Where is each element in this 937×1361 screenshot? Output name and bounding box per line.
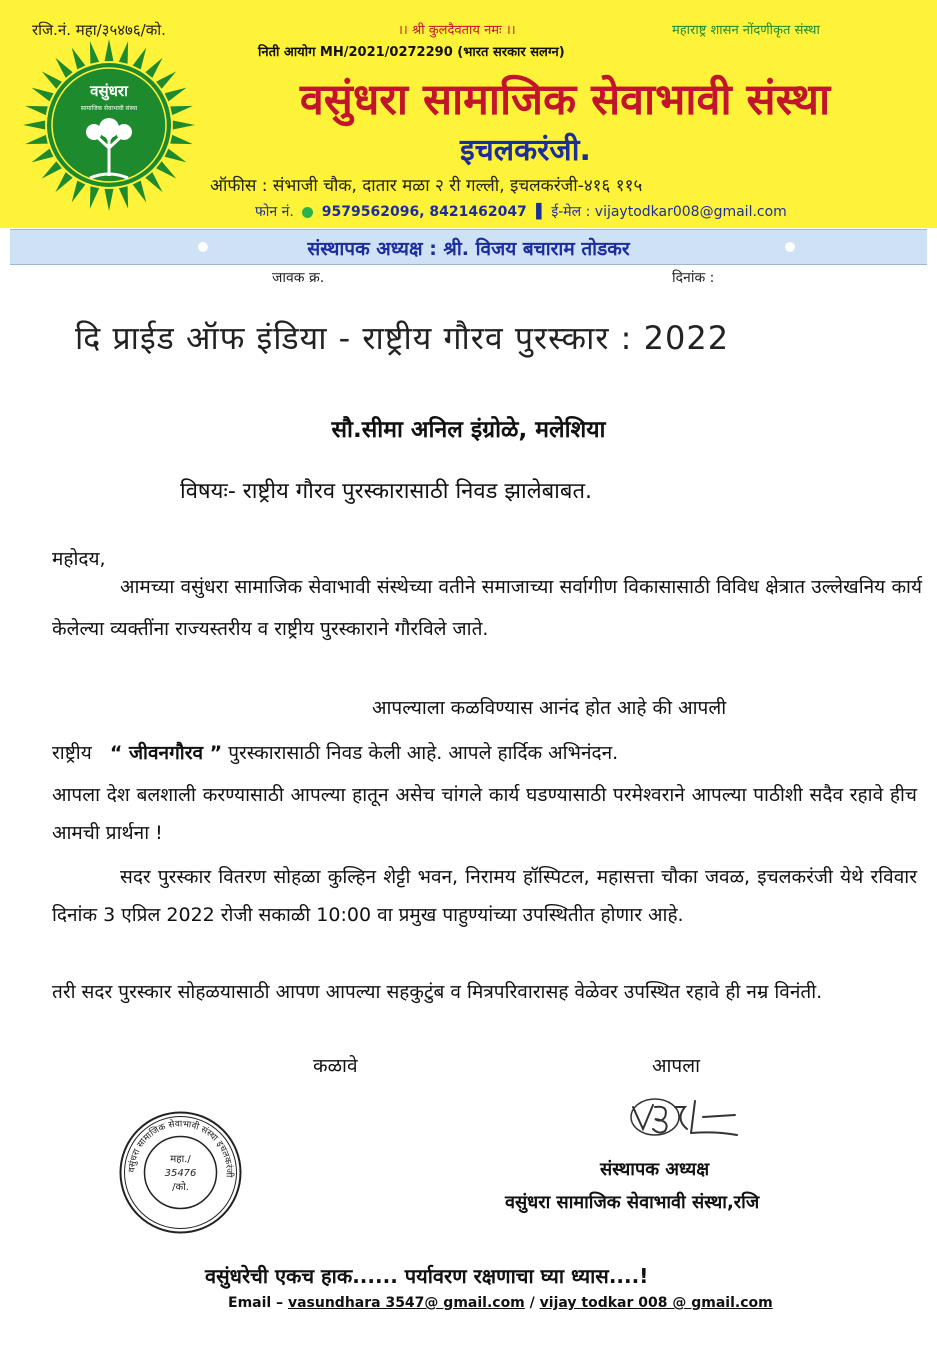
phone-label: फोन नं. xyxy=(255,204,294,220)
signatory-organization: वसुंधरा सामाजिक सेवाभावी संस्था,रजि xyxy=(505,1192,760,1213)
logo-ray xyxy=(170,106,193,115)
footer-email-label: Email – xyxy=(228,1295,284,1311)
recipient-name: सौ.सीमा अनिल इंग्रोळे, मलेशिया xyxy=(331,417,606,443)
paragraph-ceremony: सदर पुरस्कार वितरण सोहळा कुल्हिन शेट्टी भवन, निरामय हॉस्पिटल, महासत्ता चौका जवळ, इचलकरंजी येथे रविवार दिनांक 3 एप्रिल 2022 रोजी सकाळी 10:00 वा प्रमुख पाहुण्यांच्या उपस्थितीत होणार आहे. xyxy=(52,866,917,926)
paragraph-award-line xyxy=(52,732,618,774)
logo-ray xyxy=(165,88,187,102)
logo-subtext: सामाजिक सेवाभावी संस्था xyxy=(80,105,138,112)
logo-ray xyxy=(133,181,147,203)
paragraph-wishes: आपला देश बलशाली करण्यासाठी आपल्या हातून असेच चांगले कार्य घडण्यासाठी परमेश्वराने आपल्या पाठीशी सदैव रहावे हीच आमची प्रार्थना ! xyxy=(52,784,917,844)
logo-ray xyxy=(72,48,86,70)
letterhead xyxy=(0,0,937,228)
logo-ray xyxy=(25,135,48,144)
signatory-title: संस्थापक अध्यक्ष xyxy=(600,1159,710,1180)
closing-kalave: कळावे xyxy=(313,1055,358,1077)
logo-ray xyxy=(170,135,193,144)
header-email[interactable]: vijaytodkar008@gmail.com xyxy=(594,204,787,220)
stamp-line-1: महा./ xyxy=(170,1154,191,1165)
office-address: ऑफीस : संभाजी चौक, दातार मळा २ री गल्ली, इचलकरंजी-४१६ ११५ xyxy=(210,176,643,196)
logo-ray xyxy=(90,186,99,209)
founder-band xyxy=(10,229,927,265)
footer-email-separator: / xyxy=(524,1295,540,1311)
logo-ray xyxy=(72,181,86,203)
logo-ray xyxy=(156,71,176,88)
logo-ray xyxy=(55,172,72,192)
whatsapp-icon xyxy=(302,207,313,218)
organization-name: वसुंधरा सामाजिक सेवाभावी संस्था xyxy=(299,75,831,125)
logo-ray xyxy=(42,161,62,178)
logo-ray xyxy=(32,149,54,163)
logo-ray xyxy=(165,149,187,163)
paragraph-intro: आमच्या वसुंधरा सामाजिक सेवाभावी संस्थेच्या वतीने समाजाच्या सर्वागीण विकासासाठी विविध क्षेत्रात उल्लेखनिय कार्य केलेल्या व्यक्तींना राज्यस्तरीय व राष्ट्रीय पुरस्काराने गौरविले जाते. xyxy=(52,576,922,640)
logo-text: वसुंधरा xyxy=(90,82,128,100)
organization-logo xyxy=(20,36,198,214)
registration-number: रजि.नं. महा/३५४७६/को. xyxy=(32,21,166,39)
signature xyxy=(625,1095,745,1143)
logo-ray xyxy=(145,58,162,78)
footer-slogan: वसुंधरेची एकच हाक...... पर्यावरण रक्षणाचा घ्या ध्यास....! xyxy=(205,1264,649,1288)
founder-name: संस्थापक अध्यक्ष : श्री. विजय बचाराम तोडकर xyxy=(307,238,630,260)
logo-ray xyxy=(105,189,114,211)
logo-ray xyxy=(173,121,195,130)
bullet-dot-right xyxy=(785,242,795,252)
outward-number-label: जावक क्र. xyxy=(272,270,325,286)
logo-ray xyxy=(23,121,45,130)
letter-subject: विषयः- राष्ट्रीय गौरव पुरस्कारासाठी निवड झालेबाबत. xyxy=(180,479,592,504)
organization-stamp xyxy=(118,1110,243,1235)
award-title: दि प्राईड ऑफ इंडिया - राष्ट्रीय गौरव पुरस्कार : 2022 xyxy=(75,319,730,357)
organization-city: इचलकरंजी. xyxy=(460,133,591,168)
stamp-line-2: 35476 xyxy=(164,1168,197,1179)
logo-ray xyxy=(32,88,54,102)
logo-ray xyxy=(25,106,48,115)
award-prefix: राष्ट्रीय xyxy=(52,742,92,764)
footer-email-1[interactable]: vasundhara 3547@ gmail.com xyxy=(287,1295,525,1311)
phone-numbers: 9579562096, 8421462047 xyxy=(321,204,527,220)
logo-ray xyxy=(156,161,176,178)
award-name: “ जीवनगौरव ” xyxy=(109,742,223,764)
paragraph-request: तरी सदर पुरस्कार सोहळयासाठी आपण आपल्या सहकुटुंब व मित्रपरिवारासह वेळेवर उपस्थित रहावे ही नम्र विनंती. xyxy=(52,981,823,1003)
footer-email-2[interactable]: vijay todkar 008 @ gmail.com xyxy=(539,1295,773,1311)
stamp-line-3: /को. xyxy=(172,1182,189,1193)
award-suffix: पुरस्कारासाठी निवड केली आहे. आपले हार्दिक अभिनंदन. xyxy=(228,742,619,764)
logo-ray xyxy=(105,39,114,61)
logo-ray xyxy=(119,41,128,64)
gov-registration: महाराष्ट्र शासन नोंदणीकृत संस्था xyxy=(672,23,820,38)
email-label: ई-मेल : xyxy=(551,204,591,220)
niti-aayog-number: निती आयोग MH/2021/0272290 (भारत सरकार सलग्न) xyxy=(258,45,565,60)
logo-ray xyxy=(145,172,162,192)
date-label: दिनांक : xyxy=(672,270,715,286)
closing-aapla: आपला xyxy=(652,1055,701,1077)
footer-emails xyxy=(228,1295,773,1311)
logo-ray xyxy=(133,48,147,70)
logo-ray xyxy=(42,71,62,88)
invocation: ।। श्री कुलदैवताय नमः ।। xyxy=(398,23,516,38)
stamp-ring-text: वसुंधरा सामाजिक सेवाभावी संस्था इचलकरंजी xyxy=(127,1119,234,1178)
paragraph-announcement: आपल्याला कळविण्यास आनंद होत आहे की आपली xyxy=(372,697,727,719)
contact-line: फोन नं. 9579562096, 8421462047 ▌ ई-मेल : vijaytodkar008@gmail.com xyxy=(255,204,787,220)
logo-ray xyxy=(119,186,128,209)
salutation: महोदय, xyxy=(52,548,106,570)
logo-ray xyxy=(90,41,99,64)
logo-ray xyxy=(55,58,72,78)
